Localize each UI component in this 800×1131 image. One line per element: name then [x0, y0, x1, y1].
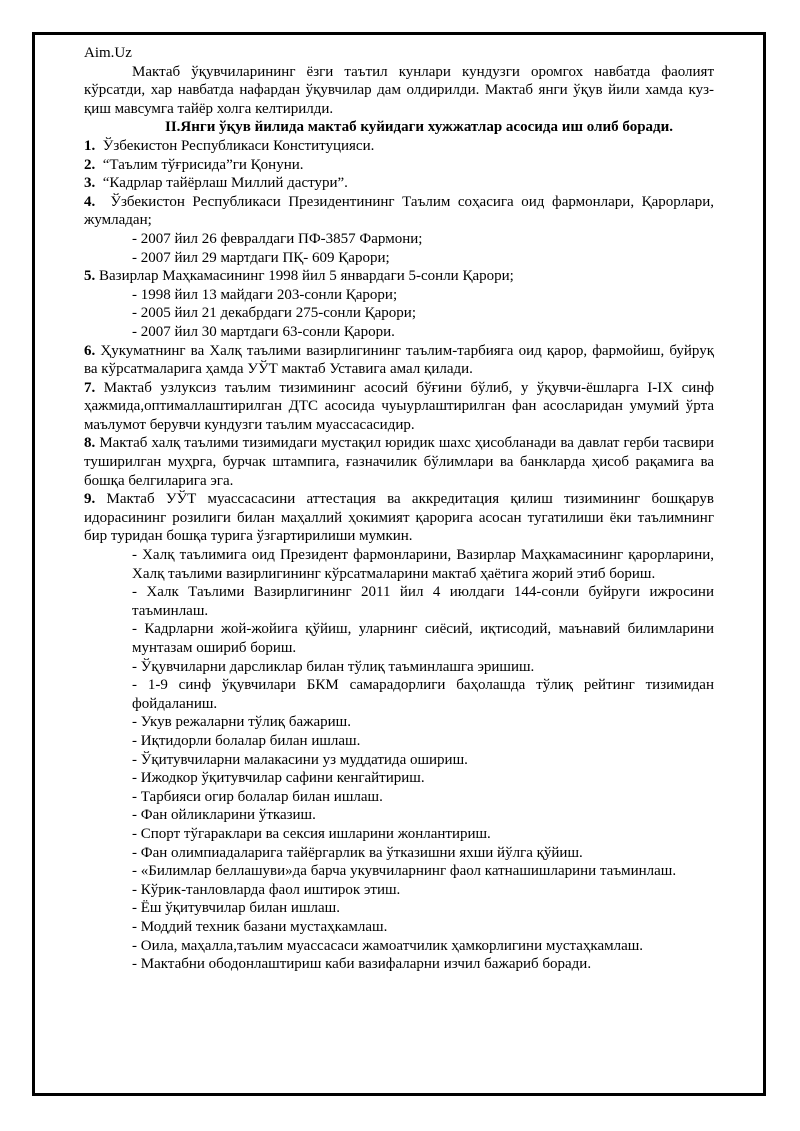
task-bullet: - Тарбияси огир болалар билан ишлаш. [132, 788, 383, 805]
list-item [84, 193, 714, 230]
item-number: 6. [84, 342, 96, 359]
list-item [84, 342, 714, 379]
sub-item: - 2007 йил 26 февралдаги ПФ-3857 Фармони; [132, 230, 423, 247]
list-item [84, 156, 714, 175]
list-item [84, 267, 714, 286]
task-bullet: - Кўрик-танловларда фаол иштирок этиш. [132, 881, 401, 898]
item-text: Ўзбекистон Республикаси Президентининг Таълим соҳасига оид фармонлари, Қарорлари, жумладан; [84, 193, 715, 229]
list-item [84, 379, 714, 435]
document-body [84, 44, 714, 974]
task-bullet: - Ўқувчиларни дарсликлар билан тўлиқ таъминлашга эришиш. [132, 658, 535, 675]
item-number: 2. [84, 156, 96, 173]
task-bullet: - Кадрларни жой-жойига қўйиш, уларнинг сиёсий, иқтисодий, маънавий билимларини мунтазам ошириб бориш. [132, 621, 714, 656]
task-bullet: - Фан ойликларини ўтказиш. [132, 807, 316, 824]
list-item [84, 174, 714, 193]
task-bullet: - Ўқитувчиларни малакасини уз муддатида ошириш. [132, 751, 468, 768]
task-bullet: - Оила, маҳалла,таълим муассасаси жамоатчилик ҳамкорлигини мустаҳкамлаш. [132, 937, 644, 954]
task-bullet: - Халк Таълими Вазирлигининг 2011 йил 4 июлдаги 144-сонли буйруги ижросини таъминлаш. [132, 584, 714, 619]
section-heading: II.Янги ўқув йилида мактаб куйидаги хужжатлар асосида иш олиб боради. [164, 119, 674, 136]
item-text: Ҳукуматнинг ва Халқ таълими вазирлигининг таълим-тарбияга оид қарор, фармойиш, буйруқ ва кўрсатмаларига ҳамда УЎТ мактаб Уставига амал қилади. [84, 342, 715, 378]
sub-item: - 2007 йил 30 мартдаги 63-сонли Қарори. [132, 323, 395, 340]
item-text: Мактаб халқ таълими тизимидаги мустақил юридик шахс ҳисобланади ва давлат герби тасвири туширилган муҳрга, бурчак штампига, ғазначилик бўлимлари ва банкларда ҳисоб рақамига ва бошқа белгиларига эга. [84, 435, 714, 489]
list-item [84, 434, 714, 490]
task-bullet: - Иқтидорли болалар билан ишлаш. [132, 732, 361, 749]
list-item [84, 137, 714, 156]
task-bullet: - «Билимлар беллашуви»да барча укувчиларнинг фаол катнашишларини таъминлаш. [132, 863, 677, 880]
task-bullet: - Моддий техник базани мустаҳкамлаш. [132, 918, 388, 935]
item-text: Вазирлар Маҳкамасининг 1998 йил 5 январдаги 5-сонли Қарори; [99, 268, 514, 285]
item-text: Мактаб узлуксиз таълим тизимининг асосий бўғини бўлиб, у ўқувчи-ёшларга I-IX синф ҳажмида,оптималлаштирилган ДТС асосида чуыурлаштирилган фан асосларидан умумий ўрта маълумот берувчи кундузги таълим муассасасидир. [84, 379, 714, 433]
task-bullet: - Укув режаларни тўлиқ бажариш. [132, 714, 351, 731]
intro-paragraph: Мактаб ўқувчиларининг ёзги таътил кунлари кундузги оромгох навбатда фаолият кўрсатди, хар навбатда нафардан ўқувчилар дам олдирилди. Мактаб янги ўқув йили хамда куз-қиш мавсумга тайёр холга келтирилди. [84, 63, 714, 117]
sub-item: - 2007 йил 29 мартдаги ПҚ- 609 Қарори; [132, 249, 390, 266]
item-number: 5. [84, 268, 96, 285]
task-bullet: - Фан олимпиадаларига тайёргарлик ва ўтказишни яхши йўлга қўйиш. [132, 844, 583, 861]
task-bullet: - Ижодкор ўқитувчилар сафини кенгайтириш. [132, 770, 425, 787]
list-item [84, 490, 714, 546]
item-text: Мактаб УЎТ муассасасини аттестация ва аккредитация қилиш тизимининг бошқарув идорасининг розилиги билан маҳаллий ҳокимият қарорига асосан тугатилиши ёки таълимнинг бир туридан бошқа турига ўзгартирилиши мумкин. [84, 491, 714, 545]
sub-item: - 1998 йил 13 майдаги 203-сонли Қарори; [132, 286, 398, 303]
item-text: “Таълим тўғрисида”ги Қонуни. [102, 156, 304, 173]
sub-item: - 2005 йил 21 декабрдаги 275-сонли Қарори; [132, 305, 416, 322]
task-bullet: - Спорт тўгараклари ва сексия ишларини жонлантириш. [132, 825, 491, 842]
item-number: 1. [84, 137, 96, 154]
item-number: 8. [84, 435, 96, 452]
item-number: 9. [84, 491, 96, 508]
task-bullet: - Халқ таълимига оид Президент фармонларини, Вазирлар Маҳкамасининг қарорларини, Халқ таълими вазирлигининг кўрсатмаларини мактаб ҳаётига жорий этиб бориш. [132, 547, 714, 582]
task-bullet: - 1-9 синф ўқувчилари БКМ самарадорлиги баҳолашда тўлиқ рейтинг тизимидан фойдаланиш. [132, 677, 714, 712]
item-number: 7. [84, 379, 96, 396]
task-bullet: - Мактабни ободонлаштириш каби вазифаларни изчил бажариб боради. [132, 956, 592, 973]
task-bullet: - Ёш ўқитувчилар билан ишлаш. [132, 900, 340, 917]
source-label: Aim.Uz [84, 45, 132, 61]
item-number: 4. [84, 193, 96, 210]
item-number: 3. [84, 175, 96, 192]
item-text: “Кадрлар тайёрлаш Миллий дастури”. [102, 175, 348, 192]
item-text: Ўзбекистон Республикаси Конституцияси. [102, 137, 375, 154]
